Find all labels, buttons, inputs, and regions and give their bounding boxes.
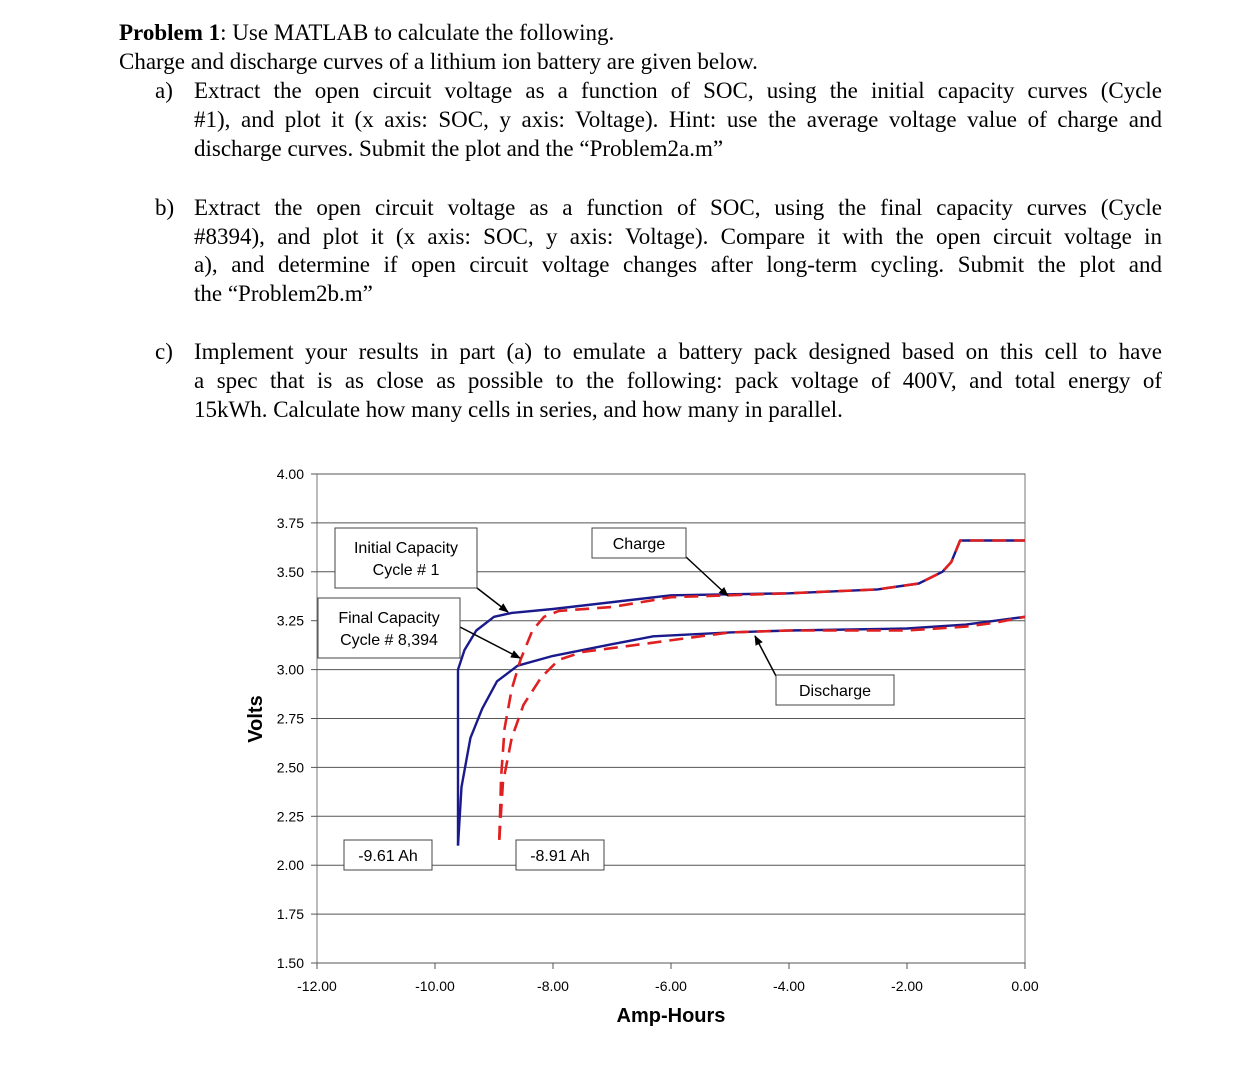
- problem-heading-rest: : Use MATLAB to calculate the following.: [220, 20, 615, 45]
- x-tick-label: 0.00: [1011, 978, 1039, 994]
- series-line-2: [499, 541, 1025, 840]
- x-tick-label: -10.00: [415, 978, 455, 994]
- x-tick-label: -6.00: [655, 978, 687, 994]
- initial-capacity-label: [335, 528, 477, 588]
- y-axis-label: Volts: [245, 695, 267, 743]
- x-tick-label: -4.00: [773, 978, 805, 994]
- final-capacity-label: [318, 598, 460, 658]
- part-b-marker: b): [155, 195, 175, 220]
- x-axis-label: Amp-Hours: [616, 1005, 726, 1027]
- problem-heading-bold: Problem 1: [119, 20, 221, 45]
- final-capacity-label-text: Final Capacity: [338, 610, 440, 627]
- part-c-line-1: Implement your results in part (a) to emulate a battery pack designed based on this cell to have: [194, 339, 1162, 364]
- charge-label-text: Charge: [612, 536, 666, 553]
- part-a-marker: a): [155, 78, 173, 103]
- part-a-line-1: Extract the open circuit voltage as a function of SOC, using the initial capacity curves (Cycle: [194, 78, 1162, 103]
- x-tick-label: -8.00: [537, 978, 569, 994]
- part-c-line-3: 15kWh. Calculate how many cells in series, and how many in parallel.: [194, 397, 843, 422]
- part-a-line-3: discharge curves. Submit the plot and the “Problem2a.m”: [194, 136, 724, 161]
- part-c-line-2: a spec that is as close as possible to the following: pack voltage of 400V, and total energy of: [194, 368, 1162, 393]
- y-tick-label: 4.00: [276, 466, 304, 482]
- charge-arrow: [686, 557, 728, 596]
- series-line-0: [458, 541, 1025, 846]
- charge-label: [592, 528, 686, 558]
- part-b-line-1: Extract the open circuit voltage as a function of SOC, using the final capacity curves (Cycle: [194, 195, 1162, 220]
- part-b-line-2: #8394), and plot it (x axis: SOC, y axis: Voltage). Compare it with the open circuit voltage in: [194, 224, 1162, 249]
- initial-capacity-label-text: Initial Capacity: [353, 540, 459, 557]
- final-capacity-label-box: [318, 598, 460, 658]
- series-line-1: [458, 617, 1025, 846]
- final-capacity-value-text: -8.91 Ah: [530, 848, 590, 865]
- y-tick-label: 2.25: [276, 808, 304, 825]
- discharge-label: [776, 675, 894, 705]
- initial-capacity-label-text: Cycle # 1: [372, 562, 440, 579]
- y-tick-label: 1.75: [276, 906, 304, 923]
- y-tick-label: 2.50: [276, 759, 304, 776]
- y-tick-label: 2.75: [276, 710, 304, 727]
- discharge-label-text: Discharge: [798, 683, 872, 700]
- initial-capacity-value: [344, 840, 432, 870]
- x-tick-label: -12.00: [297, 978, 337, 994]
- part-b-line-3: a), and determine if open circuit voltage changes after long-term cycling. Submit the plot and: [194, 252, 1162, 277]
- initial-capacity-arrow: [477, 588, 508, 612]
- final-capacity-value: [516, 840, 604, 870]
- y-tick-label: 3.00: [276, 661, 304, 678]
- initial-capacity-label-box: [335, 528, 477, 588]
- x-tick-label: -2.00: [891, 978, 923, 994]
- final-capacity-label-text: Cycle # 8,394: [340, 632, 438, 649]
- y-tick-label: 3.50: [276, 563, 304, 580]
- part-b-line-4: the “Problem2b.m”: [194, 281, 373, 306]
- problem-intro: Charge and discharge curves of a lithium ion battery are given below.: [119, 49, 758, 74]
- initial-capacity-value-text: -9.61 Ah: [358, 848, 418, 865]
- y-tick-label: 3.25: [276, 612, 304, 629]
- part-a-line-2: #1), and plot it (x axis: SOC, y axis: Voltage). Hint: use the average voltage value of charge and: [194, 107, 1162, 132]
- y-tick-label: 1.50: [276, 955, 304, 971]
- part-c-marker: c): [155, 339, 173, 364]
- y-tick-label: 2.00: [276, 857, 304, 874]
- y-tick-label: 3.75: [276, 514, 304, 531]
